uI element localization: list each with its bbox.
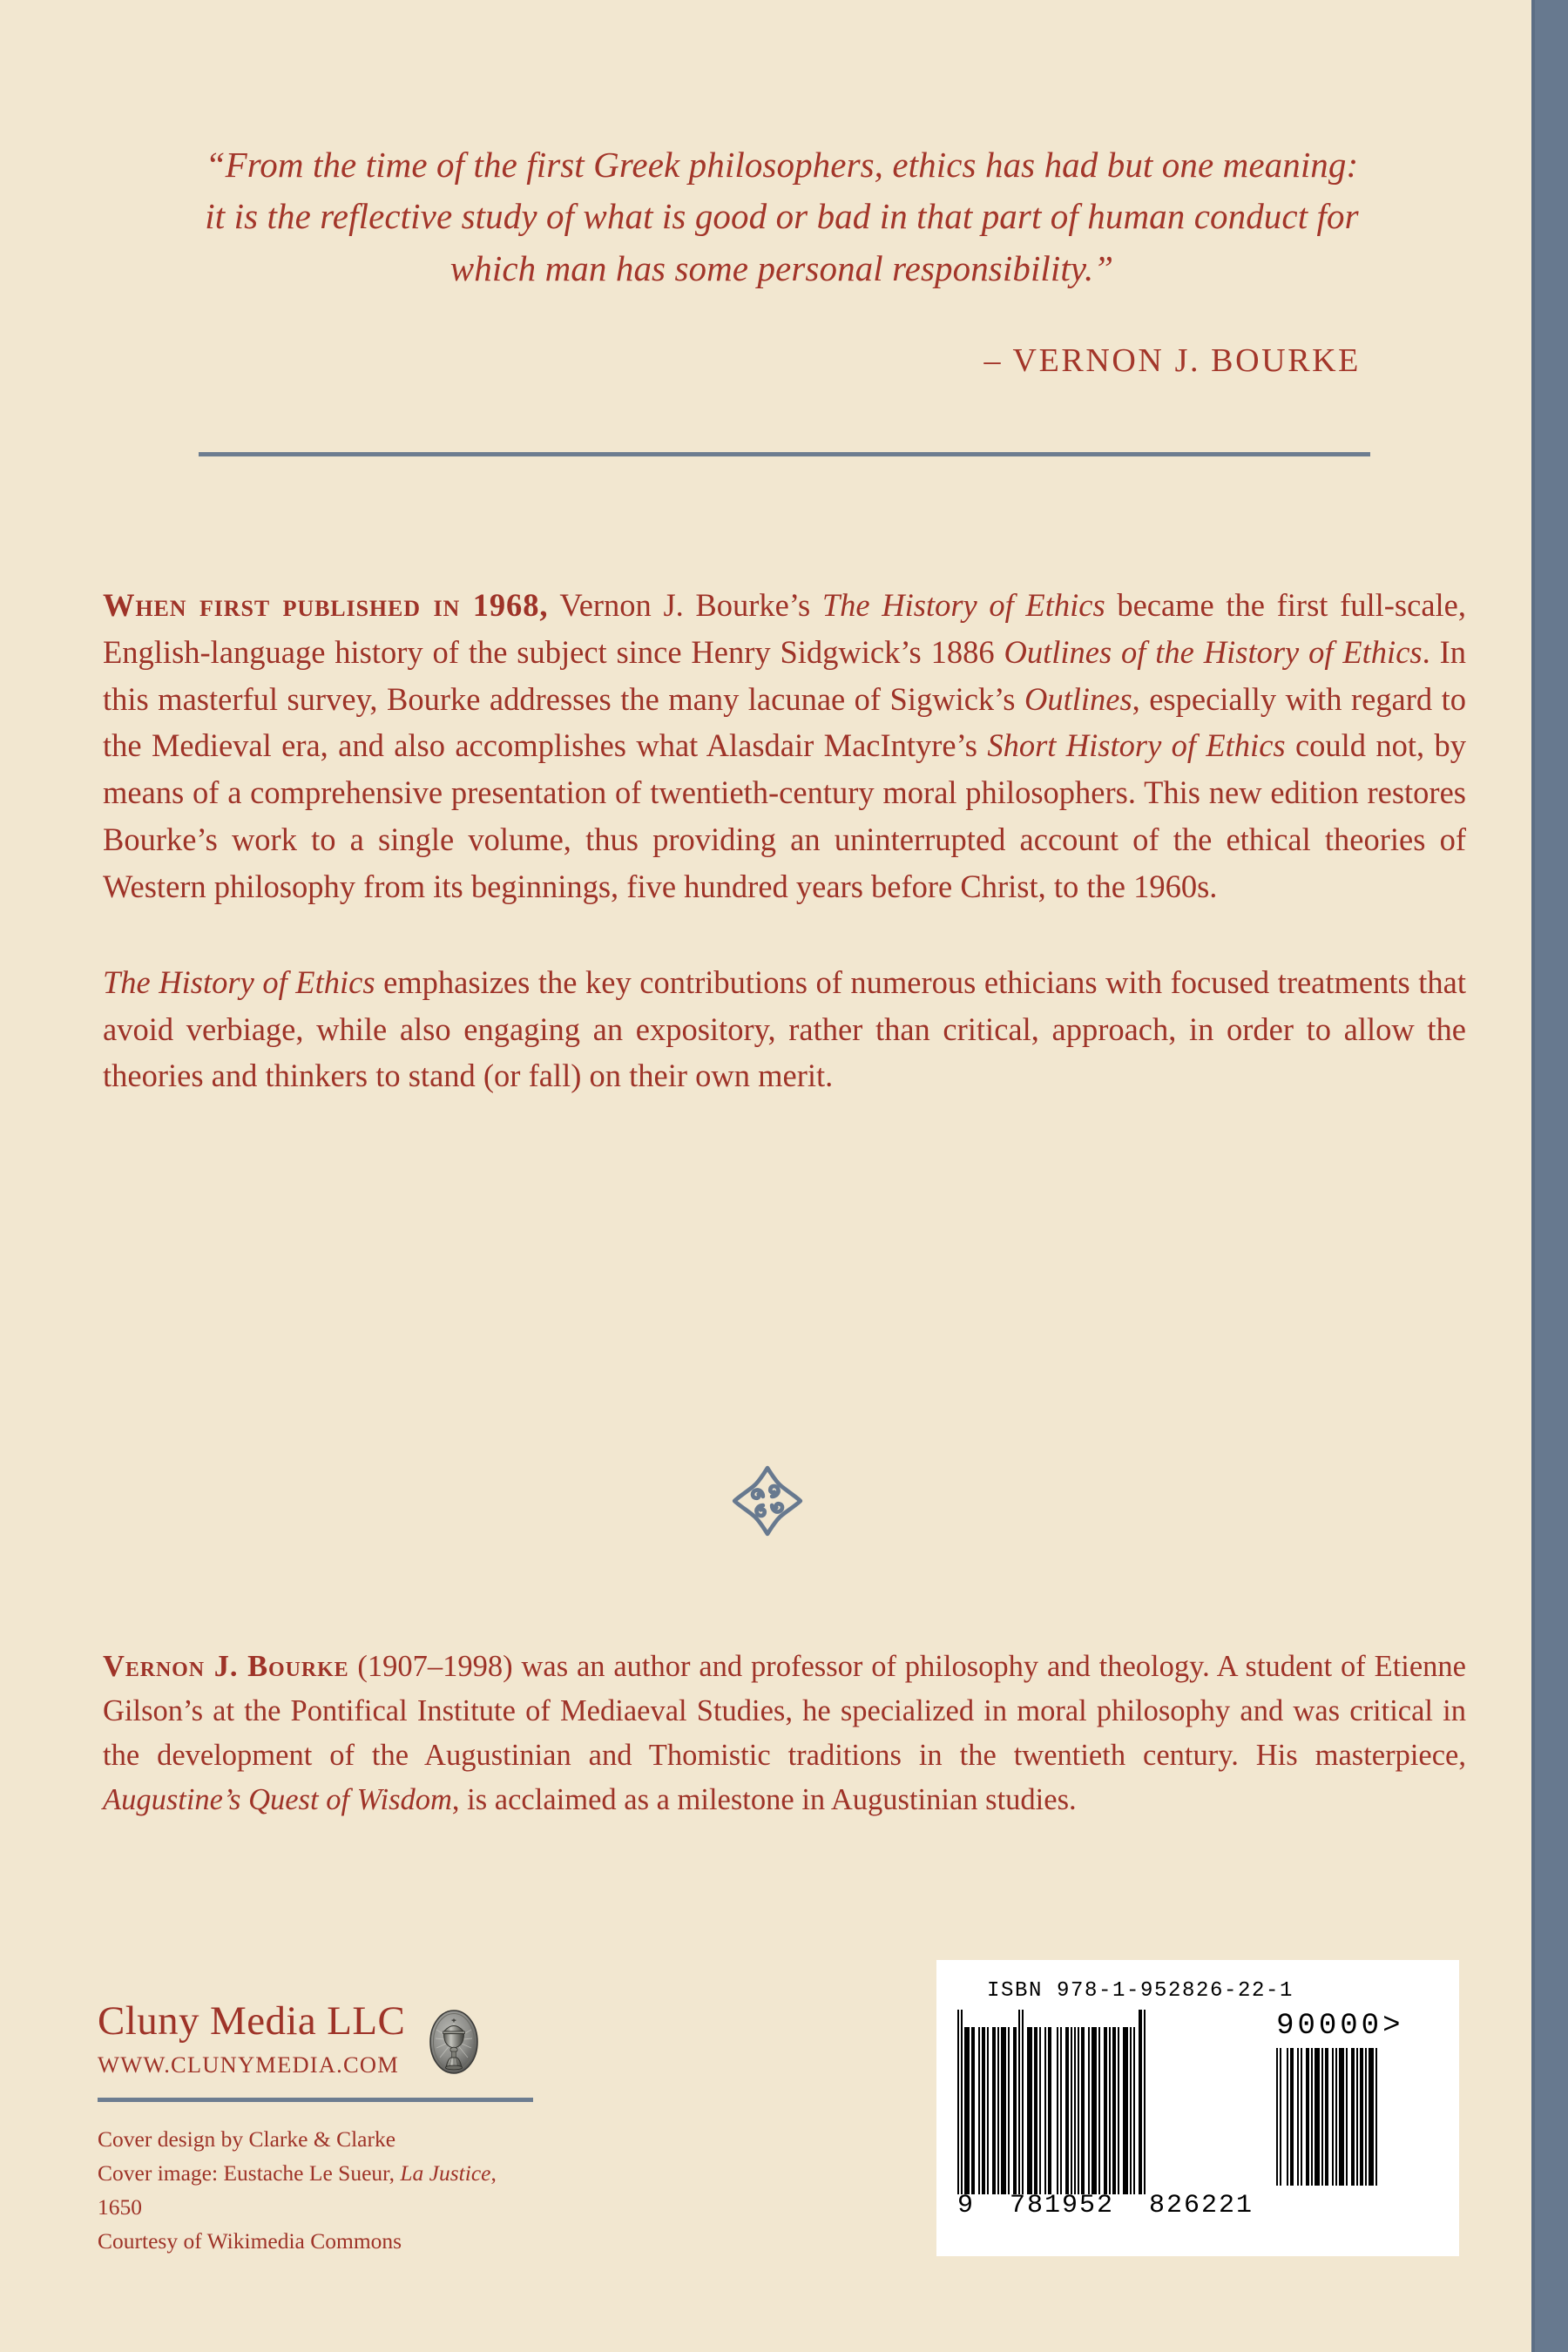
isbn-label: ISBN 978-1-952826-22-1 xyxy=(987,1979,1294,2003)
ean13-digits: 9 781952 826221 xyxy=(957,2191,1254,2220)
desc-run-1: Vernon J. Bourke’s xyxy=(548,587,822,623)
cover-credits xyxy=(98,2123,533,2258)
credit-italic: La Justice xyxy=(400,2160,491,2186)
author-bio-paragraph xyxy=(103,1645,1466,1822)
desc-title-2: Outlines of the History of Ethics xyxy=(1004,633,1423,670)
pull-quote-text: “From the time of the first Greek philosophers, ethics has had but one meaning: it is the reflective study of what is good or bad in that part of human conduct for which man has some personal responsibility.” xyxy=(205,145,1359,288)
bio-run-2: , is acclaimed as a milestone in Augustinian studies. xyxy=(451,1783,1077,1817)
credit-prefix: Cover design by Clarke & Clarke xyxy=(98,2126,396,2153)
publisher-names xyxy=(98,2000,405,2078)
desc-run-4: , especially with regard to the Medieval era, and also accomplishes what Alasdair MacIntyre’s xyxy=(103,680,1466,764)
pull-quote-attribution: – VERNON J. BOURKE xyxy=(983,342,1361,380)
barcode-row xyxy=(957,2010,1438,2220)
divider-rule-top xyxy=(199,452,1370,456)
ean5-addon xyxy=(1276,2010,1403,2186)
ornament-container xyxy=(0,1463,1535,1538)
desc-run-3: . In this masterful survey, Bourke addresses the many lacunae of Sigwick’s xyxy=(103,633,1467,717)
desc-run-5: could not, by means of a comprehensive presentation of twentieth-century moral philosophers. This new edition restores Bourke’s work to a single volume, thus providing an uninterrupted account of the ethical theories of Western philosophy from its beginnings, five hundred years before Christ, to the 1960s. xyxy=(103,727,1466,904)
description-paragraph-1 xyxy=(103,582,1466,910)
description-lead-in: When first published in 1968, xyxy=(103,587,549,623)
desc2-title-1: The History of Ethics xyxy=(103,963,375,1000)
author-bio-block xyxy=(103,1645,1466,1822)
bio-run-1: (1907–1998) was an author and professor of philosophy and theology. A student of Etienne Gilson’s at the Pontifical Institute of Mediaeval Studies, he specialized in moral philosophy and was critical in the development of the Augustinian and Thomistic traditions in the twentieth century. His masterpiece, xyxy=(103,1650,1466,1773)
desc-title-3: Outlines xyxy=(1024,680,1132,717)
credit-line xyxy=(98,2157,533,2225)
cluny-chalice-medallion-icon xyxy=(429,2009,479,2075)
credit-line xyxy=(98,2225,533,2259)
pull-quote-block xyxy=(196,139,1368,380)
author-bio-name: Vernon J. Bourke xyxy=(103,1650,349,1683)
credit-prefix: Cover image: Eustache Le Sueur, xyxy=(98,2160,401,2186)
publisher-name: Cluny Media LLC xyxy=(98,1998,406,2044)
ean13-bars xyxy=(957,2010,1254,2194)
bio-title-1: Augustine’s Quest of Wisdom xyxy=(103,1783,452,1817)
desc-title-4: Short History of Ethics xyxy=(987,727,1286,764)
ean13-barcode xyxy=(957,2010,1254,2220)
desc2-run-1: emphasizes the key contributions of numerous ethicians with focused treatments that avoid verbiage, while also engaging an expository, rather than critical, approach, in order to allow the theories and thinkers to stand (or fall) on their own merit. xyxy=(103,963,1466,1094)
credit-suffix: , 1650 xyxy=(98,2160,497,2220)
spine-strip xyxy=(1535,0,1568,2352)
barcode-panel xyxy=(936,1960,1459,2256)
credit-line xyxy=(98,2123,533,2157)
publisher-row xyxy=(98,2000,533,2078)
diamond-fleuron-icon xyxy=(730,1463,805,1538)
description-paragraph-2 xyxy=(103,959,1466,1099)
description-block xyxy=(103,582,1466,1099)
desc-run-2: became the first full-scale, English-language history of the subject since Henry Sidgwick’s 1886 xyxy=(103,587,1466,670)
ean5-digits: 90000> xyxy=(1276,2010,1404,2043)
publisher-block xyxy=(98,2000,533,2258)
ean5-bars xyxy=(1276,2048,1403,2186)
desc-title-1: The History of Ethics xyxy=(821,587,1105,623)
credit-prefix: Courtesy of Wikimedia Commons xyxy=(98,2227,402,2254)
publisher-url[interactable]: WWW.CLUNYMEDIA.COM xyxy=(98,2051,399,2078)
publisher-logo xyxy=(429,2009,479,2075)
divider-rule-bottom xyxy=(98,2098,533,2102)
